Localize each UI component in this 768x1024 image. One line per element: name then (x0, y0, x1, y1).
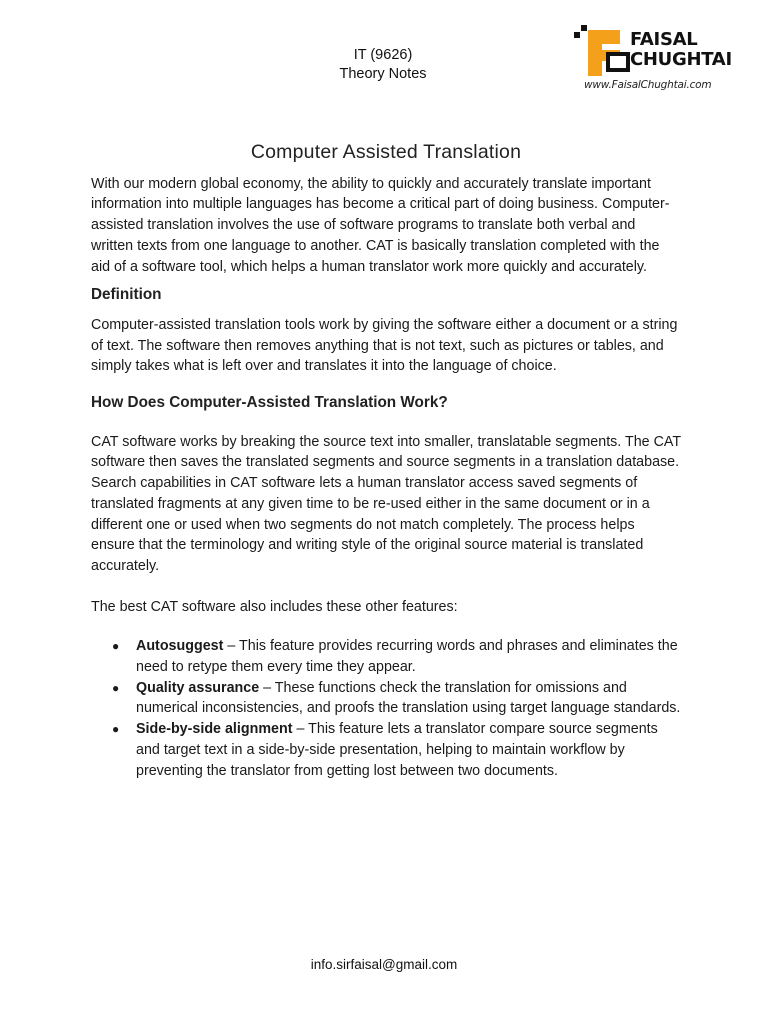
logo-name-line1: FAISAL (630, 29, 698, 50)
bullet-icon: ● (112, 722, 120, 737)
feature-term: Side-by-side alignment (136, 721, 293, 738)
course-code: IT (9626) (353, 47, 413, 63)
definition-paragraph: Computer-assisted translation tools work by giving the software either a document or a string of text. The software then removes anything that is not text, such as pictures or tables, and simply takes what is left over and translates it into the language of choice. (91, 316, 678, 375)
definition-heading: Definition (91, 286, 162, 304)
faisal-chughtai-logo (574, 24, 734, 96)
logo-wordmark (630, 30, 732, 70)
logo-name-line2: CHUGHTAI (630, 49, 732, 70)
feature-term: Quality assurance (136, 679, 260, 696)
document-header (300, 46, 466, 84)
logo-mark-icon (574, 24, 632, 80)
feature-description: – This feature lets a translator compare source segments and target text in a side-by-side presentation, helping to maintain workflow by preventing the translator from getting lost between two documents. (136, 721, 658, 779)
how-it-works-paragraph: CAT software works by breaking the source text into smaller, translatable segments. The CAT software then saves the translated segments and source segments in a translation database. Search capabilities in CAT software lets a human translator access saved segments of translated fragments at any given time to be re-used either in the same document or in a different one or used when two segments do not match completely. The process helps ensure that the terminology and writing style of the original source material is translated accurately. (91, 433, 681, 574)
footer-email: info.sirfaisal@gmail.com (310, 957, 458, 972)
bullet-icon: ● (112, 680, 120, 695)
feature-term: Autosuggest (136, 638, 224, 655)
feature-description: – These functions check the translation for omissions and numerical inconsistencies, and proofs the translation using target language standards. (136, 679, 681, 717)
bullet-icon: ● (112, 639, 120, 654)
logo-url: www.FaisalChughtai.com (584, 79, 712, 91)
features-list (91, 636, 681, 781)
how-it-works-heading: How Does Computer-Assisted Translation Work? (91, 394, 448, 412)
document-body (91, 142, 681, 781)
list-item (91, 719, 681, 781)
intro-paragraph: With our modern global economy, the ability to quickly and accurately translate important information into multiple languages has become a critical part of doing business. Computer-assisted translation involves the use of software programs to translate both verbal and written texts from one language to another. CAT is basically translation completed with the aid of a software tool, which helps a human translator work more quickly and accurately. (91, 175, 670, 275)
list-item (91, 678, 681, 719)
feature-description: – This feature provides recurring words and phrases and eliminates the need to retype them every time they appear. (136, 638, 678, 676)
notes-label: Theory Notes (339, 66, 427, 82)
list-item (91, 636, 681, 677)
page-title: Computer Assisted Translation (250, 141, 522, 163)
features-intro: The best CAT software also includes these other features: (91, 598, 458, 615)
